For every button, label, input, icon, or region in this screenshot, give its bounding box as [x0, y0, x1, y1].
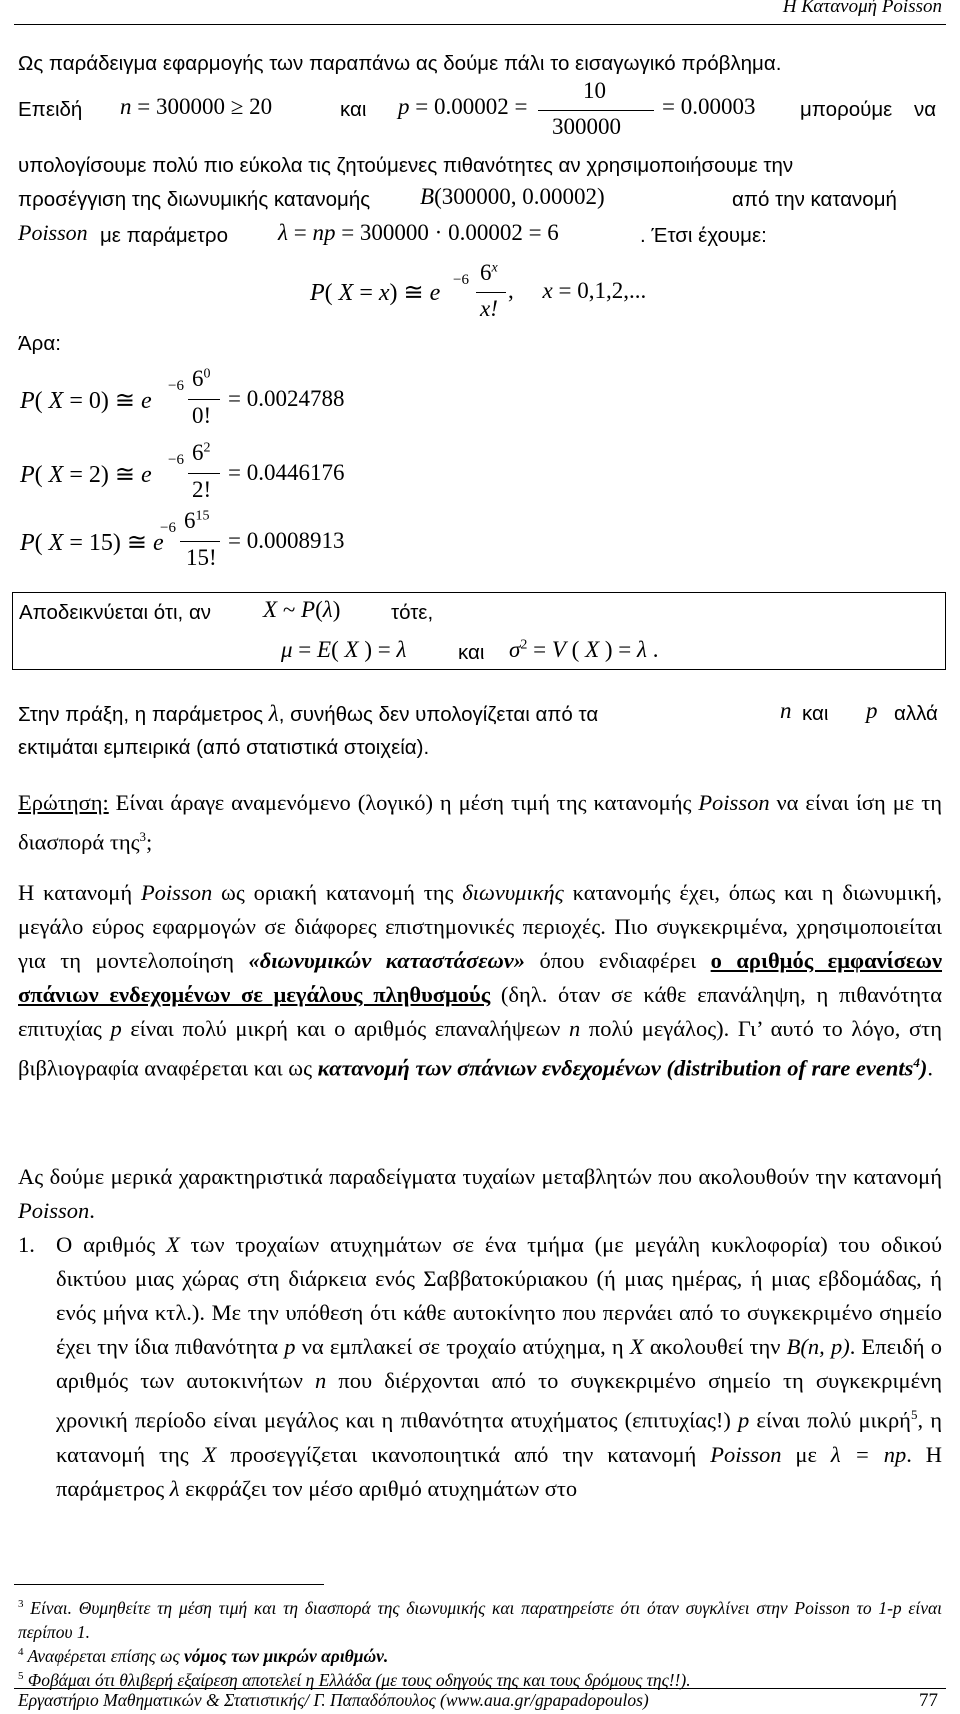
examples-intro-paragraph: Ας δούμε μερικά χαρακτηριστικά παραδείγματα τυχαίων μεταβλητών που ακολουθούν την κατανομή Poisson.	[18, 1164, 942, 1223]
header-rule	[14, 24, 946, 25]
practice-and: και	[802, 702, 829, 725]
practice-line-2: εκτιμάται εμπειρικά (από στατιστικά στοιχεία).	[18, 736, 430, 759]
frac-denominator: 300000	[552, 114, 621, 139]
theorem-variance: $\sigma^2 = V$ ( X ) = λ .	[509, 637, 659, 662]
binomial-notation: B(300000, 0.00002)	[420, 184, 605, 209]
ex2-numerator: $6^2$	[192, 440, 211, 465]
lambda-definition: λ = np = 300000 · 0.00002 = 6	[278, 220, 559, 245]
intro-since: Επειδή	[18, 98, 83, 121]
poisson-word: Poisson	[18, 220, 88, 245]
intro-line-3: υπολογίσουμε πολύ πιο εύκολα τις ζητούμενες πιθανότητες αν χρησιμοποιήσουμε την	[18, 154, 794, 177]
intro-line-4a: προσέγγιση της διωνυμικής κατανομής	[18, 188, 371, 211]
ex15-exponent: −6	[160, 520, 176, 536]
fraction-bar	[538, 110, 654, 111]
running-header: Η Κατανομή Poisson	[782, 0, 942, 17]
footer-credit: Εργαστήριο Μαθηματικών & Στατιστικής/ Γ. Παπαδόπουλος (www.aua.gr/gpapadopoulos)	[18, 1690, 649, 1710]
theorem-dist: X ~ P(λ)	[263, 597, 341, 622]
footnote-rule	[14, 1584, 324, 1585]
pmf-formula-lhs: P( X = x) ≅ e	[310, 280, 441, 306]
rare-events-emphasis: ο αριθμός εμφανίσεων σπάνιων ενδεχομένων σε μεγάλους πληθυσμούς	[18, 948, 943, 1007]
intro-and: και	[340, 98, 367, 121]
theorem-mean: μ = E( X ) = λ	[281, 637, 407, 662]
item-1-text: Ο αριθμός X των τροχαίων ατυχημάτων σε ένα τμήμα (με μεγάλη κυκλοφορία) του οδικού δικτύου μιας χώρας στη διάρκεια ενός Σαββατοκύριακου (ή μιας ημέρας, ή μιας εβδομάδας, ή ενός μήνα κτλ.). Με την υπόθεση ότι κάθε αυτοκίνητο που περνάει από το συγκεκριμένο σημείο έχει την ίδια πιθανότητα p να εμπλακεί σε τροχαίο ατύχημα, η X ακολουθεί την B(n, p). Επειδή ο αριθμός των αυτοκινήτων n που διέρχονται από το συγκεκριμένο σημείο τη συγκεκριμένη χρονική περίοδο είναι μεγάλος και η πιθανότητα ατυχήματος (επιτυχίας!) p είναι πολύ μικρή$^5$, η κατανομή της X προσεγγίζεται ικανοποιητικά από την κατανομή Poisson με λ = np. Η παράμετρος λ εκφράζει τον μέσο αριθμό ατυχημάτων στο	[56, 1232, 943, 1501]
pmf-numerator: 6$^x$	[480, 260, 498, 285]
ex0-numerator: $6^0$	[192, 366, 211, 391]
ex0-denominator: 0!	[192, 403, 212, 428]
ex15-result: = 0.0008913	[228, 528, 345, 553]
pmf-support: , x = 0,1,2,...	[508, 278, 647, 303]
theorem-line-1a: Αποδεικνύεται ότι, αν	[19, 601, 212, 624]
p-result: = 0.00003	[662, 94, 756, 119]
intro-to: να	[914, 98, 937, 121]
intro-line-5b: με παράμετρο	[100, 224, 228, 247]
pmf-denominator: x!	[480, 296, 498, 321]
ex15-fraction-bar	[180, 541, 220, 542]
document-page: Η Κατανομή Poisson Ως παράδειγμα εφαρμογής των παραπάνω ας δούμε πάλι το εισαγωγικό πρόβλημα. Επειδή n = 300000 ≥ 20 και p = 0.00002 = 10 300000 = 0.00003 μπορούμε να υπολογίσουμε πολύ πιο εύκολα τις ζητούμενες πιθανότητες αν χρησιμοποιήσουμε την προσέγγιση της διωνυμικής κατανομής B(300000, 0.00002) από την κατανομή Poisson με παράμετρο λ = np = 300000 · 0.00002 = 6 . Έτσι έχουμε: P( X = x) ≅ e −6 6$^x$ x! , x = 0,1,2,... Άρα: P( X = 0) ≅ e −6 $6^0$ 0! = 0.0024788 P( X = 2) ≅ e −6 $6^2$ 2! = 0.0446176 P( X = 15) ≅ e −6 $6^{15}$ 15! = 0.0008913 Αποδεικνύεται ότι, αν X ~ P(λ) τότε, μ = E( X ) = λ και $\sigma^2 = V$ ( X ) = λ . Στην πράξη, η παράμετρος λ, συνήθως δεν υπολογίζεται από τα n και p αλλά εκτιμάται εμπειρικά (από στατιστικά στοιχεία). Ερώτηση: Είναι άραγε αναμενόμενο (λογικό) η μέση τιμή της κατανομής Poisson να είναι ίση με τη διασπορά της$^3$; Η κατανομή Poisson ως οριακή κατανομή της διωνυμικής κατανομής έχει, όπως και η διωνυμική, μεγάλο εύρος εφαρμογών σε διάφορες επιστημονικές περιοχές. Πιο συγκεκριμένα, χρησιμοποιείται για τη μοντελοποίηση «διωνυμικών καταστάσεων» όπου ενδιαφέρει ο αριθμός εμφανίσεων σπάνιων ενδεχομένων σε μεγάλους πληθυσμούς (δηλ. όταν σε κάθε επανάληψη, η πιθανότητα επιτυχίας p είναι πολύ μικρή και ο αριθμός επαναλήψεων n πολύ μεγάλος). Γι’ αυτό το λόγο, στη βιβλιογραφία αναφέρεται και ως κατανομή των σπάνιων ενδεχομένων (distribution of rare events$^4$). Ας δούμε μερικά χαρακτηριστικά παραδείγματα τυχαίων μεταβλητών που ακολουθούν την κατανομή Poisson. 1. Ο αριθμός X των τροχαίων ατυχημάτων σε ένα τμήμα (με μεγάλη κυκλοφορία) του οδικού δικτύου μιας χώρας στη διάρκεια ενός Σαββατοκύριακου (ή μιας ημέρας, ή μιας εβδομάδας, ή ενός μήνα κτλ.). Με την υπόθεση ότι κάθε αυτοκίνητο που περνάει από το συγκεκριμένο σημείο έχει την ίδια πιθανότητα p να εμπλακεί σε τροχαίο ατύχημα, η X ακολουθεί την B(n, p). Επειδή ο αριθμός των αυτοκινήτων n που διέρχονται από το συγκεκριμένο σημείο τη συγκεκριμένη χρονική περίοδο είναι μεγάλος και η πιθανότητα ατυχήματος (επιτυχίας!) p είναι πολύ μικρή$^5$, η κατανομή της X προσεγγίζεται ικανοποιητικά από την κατανομή Poisson με λ = np. Η παράμετρος λ εκφράζει τον μέσο αριθμό ατυχημάτων στο $^3$ Είναι. Θυμηθείτε τη μέση τιμή και τη διασπορά της διωνυμικής και παρατηρείστε ότι όταν συγκλίνει στην Poisson το 1-p είναι περίπου 1. $^4$ Αναφέρεται επίσης ως νόμος των μικρών αριθμών. $^5$ Φοβάμαι ότι θλιβερή εξαίρεση αποτελεί η Ελλάδα (με τους οδηγούς της και τους δρόμους της!!). Εργαστήριο Μαθηματικών & Στατιστικής/ Γ. Παπαδόπουλος (www.aua.gr/gpapadopoulos) 77	[0, 0, 960, 1714]
intro-line-1: Ως παράδειγμα εφαρμογής των παραπάνω ας δούμε πάλι το εισαγωγικό πρόβλημα.	[18, 52, 782, 75]
practice-but: αλλά	[894, 702, 938, 725]
page-number: 77	[919, 1690, 938, 1711]
intro-can: μπορούμε	[800, 98, 893, 121]
practice-p: p	[866, 698, 878, 723]
footnote-4: $^4$ Αναφέρεται επίσης ως νόμος των μικρών αριθμών.	[18, 1645, 389, 1666]
practice-line-1: Στην πράξη, η παράμετρος λ, συνήθως δεν υπολογίζεται από τα	[18, 701, 599, 726]
ara-label: Άρα:	[18, 332, 61, 355]
p-value: p = 0.00002 =	[398, 94, 528, 119]
ex2-exponent: −6	[168, 452, 184, 468]
ex2-fraction-bar	[188, 473, 220, 474]
question-label: Ερώτηση:	[18, 790, 109, 815]
ex0-result: = 0.0024788	[228, 386, 345, 411]
ex15-numerator: $6^{15}$	[184, 508, 210, 533]
ex2-denominator: 2!	[192, 477, 212, 502]
theorem-box	[12, 592, 946, 670]
ex2-result: = 0.0446176	[228, 460, 345, 485]
frac-numerator: 10	[583, 78, 606, 103]
question-paragraph: Ερώτηση: Είναι άραγε αναμενόμενο (λογικό) η μέση τιμή της κατανομής Poisson να είναι ίση με τη διασπορά της$^3$;	[18, 790, 942, 855]
n-condition: n = 300000 ≥ 20	[120, 94, 273, 119]
pmf-fraction-bar	[476, 292, 506, 293]
footnote-3: $^3$ Είναι. Θυμηθείτε τη μέση τιμή και τη διασπορά της διωνυμικής και παρατηρείστε ότι όταν συγκλίνει στην Poisson το 1-p είναι περίπου 1.	[18, 1597, 943, 1642]
theorem-and: και	[458, 641, 485, 664]
ex15-denominator: 15!	[186, 545, 217, 570]
ex0-exponent: −6	[168, 378, 184, 394]
footnote-5: $^5$ Φοβάμαι ότι θλιβερή εξαίρεση αποτελεί η Ελλάδα (με τους οδηγούς της και τους δρόμους της!!).	[18, 1669, 691, 1690]
intro-line-5d: . Έτσι έχουμε:	[640, 224, 767, 247]
ex0-fraction-bar	[188, 399, 220, 400]
rare-events-paragraph: Η κατανομή Poisson ως οριακή κατανομή της διωνυμικής κατανομής έχει, όπως και η διωνυμική, μεγάλο εύρος εφαρμογών σε διάφορες επιστημονικές περιοχές. Πιο συγκεκριμένα, χρησιμοποιείται για τη μοντελοποίηση «διωνυμικών καταστάσεων» όπου ενδιαφέρει ο αριθμός εμφανίσεων σπάνιων ενδεχομένων σε μεγάλους πληθυσμούς (δηλ. όταν σε κάθε επανάληψη, η πιθανότητα επιτυχίας p είναι πολύ μικρή και ο αριθμός επαναλήψεων n πολύ μεγάλος). Γι’ αυτό το λόγο, στη βιβλιογραφία αναφέρεται και ως κατανομή των σπάνιων ενδεχομένων (distribution of rare events$^4$).	[18, 880, 943, 1081]
practice-n: n	[780, 698, 792, 723]
item-1-number: 1.	[18, 1232, 35, 1257]
intro-line-4c: από την κατανομή	[732, 188, 897, 211]
theorem-line-1c: τότε,	[391, 601, 434, 624]
pmf-exponent: −6	[453, 272, 469, 288]
